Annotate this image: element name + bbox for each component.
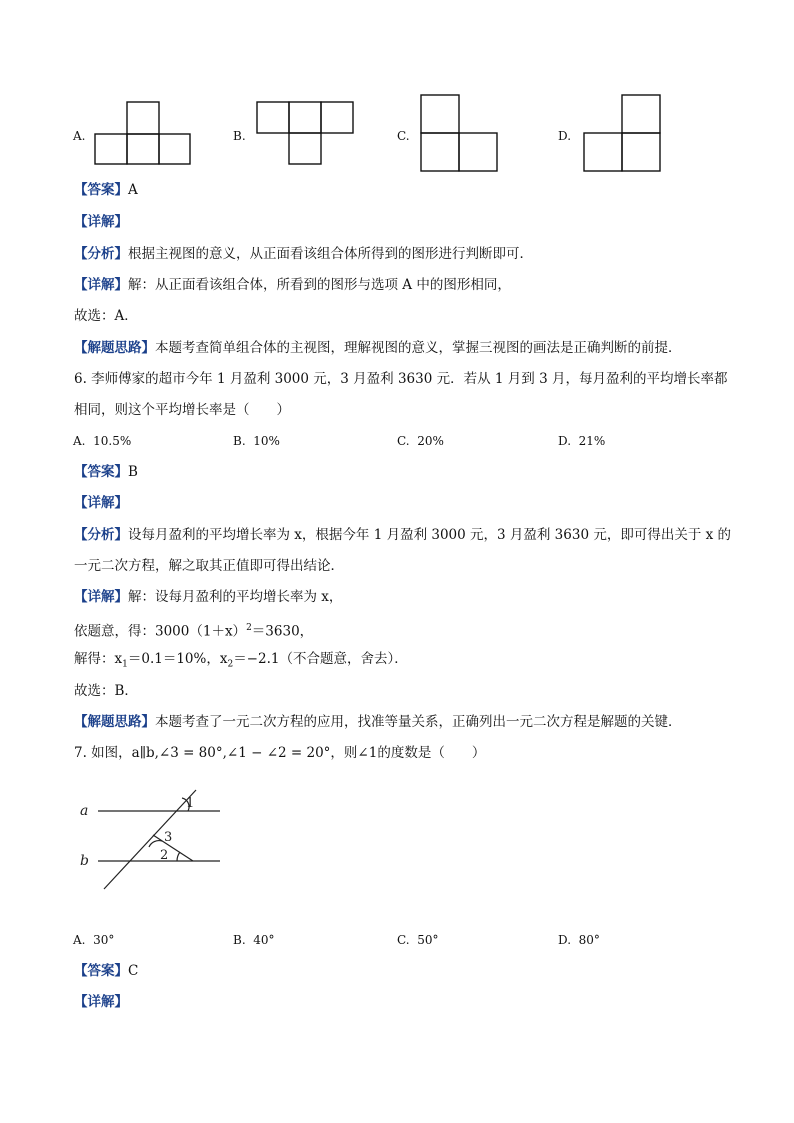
q7-option-a-text: 30° [93,933,115,947]
q7-stem: 7. 如图，a∥b,∠3 = 80°,∠1 − ∠2 = 20°，则∠1的度数是（ ） [74,745,486,761]
q5-option-d-letter: D. [558,129,572,143]
q6-option-a [73,433,131,449]
q6-option-a-letter: A. [73,434,86,448]
q5-option-d-figure [582,93,664,173]
q7-option-b-letter: B. [233,933,246,947]
q5-option-a-figure [94,100,194,166]
q6-option-a-text: 10.5% [93,434,132,448]
q6-equation [74,619,313,641]
q6-analysis-line2: 一元二次方程，解之取其正值即可得出结论． [74,558,344,574]
q7-angle2-arc [177,852,180,861]
q7-label-b: b [80,853,89,869]
q7-label-3: 3 [164,830,173,845]
q7-option-c-text: 50° [417,933,439,947]
q5-analysis-text: 根据主视图的意义，从正面看该组合体所得到的图形进行判断即可． [128,246,533,262]
q5-idea-tag: 【解题思路】 [74,340,155,356]
q7-label-1: 1 [186,796,195,811]
q6-equation-suffix: ＝3630， [251,623,314,640]
q7-answer-line [74,962,138,980]
q6-solve-sub2: 2 [227,659,234,670]
q7-option-d-text: 80° [578,933,600,947]
q5-solution [74,276,511,294]
q6-choose: 故选：B． [74,683,138,699]
q6-detail-heading: 【详解】 [74,495,128,511]
q6-idea-tag: 【解题思路】 [74,714,155,730]
q5-answer-value: A [128,182,138,198]
q7-transversal [104,790,196,889]
q6-option-c-text: 20% [417,434,444,448]
q7-figure [70,790,230,895]
q5-answer-line [74,181,138,199]
q5-idea [74,339,682,357]
q6-option-d-letter: D. [558,434,572,448]
q6-option-c [397,433,444,449]
q5-analysis [74,245,533,263]
q6-option-b-letter: B. [233,434,246,448]
q5-solution-text: 解：从正面看该组合体，所看到的图形与选项 A 中的图形相同， [128,277,511,293]
q6-option-b [233,433,280,449]
q7-detail-heading: 【详解】 [74,994,128,1010]
q6-option-c-letter: C. [397,434,410,448]
q7-segment [153,835,193,861]
q6-analysis-line1 [74,526,731,544]
q7-option-d [558,932,600,948]
q6-idea [74,713,682,731]
q7-answer-value: C [128,963,139,979]
q7-option-a-letter: A. [73,933,86,947]
q7-option-c-letter: C. [397,933,410,947]
q6-solve-suffix: ＝−2.1（不合题意，舍去）． [233,651,408,667]
q5-option-b-letter: B. [233,129,246,143]
q6-stem-line2: 相同，则这个平均增长率是（ ） [74,402,290,418]
q6-answer-line [74,463,138,481]
q7-option-d-letter: D. [558,933,572,947]
q6-solution-text: 解：设每月盈利的平均增长率为 x， [128,589,343,605]
q6-equation-prefix: 依题意，得：3000（1＋x） [74,623,247,640]
q6-answer-tag: 【答案】 [74,464,128,480]
q5-option-c-letter: C. [397,129,410,143]
q6-solve-prefix: 解得：x [74,651,123,667]
q6-solution-tag: 【详解】 [74,589,128,605]
q6-solve [74,650,408,674]
q7-option-a [73,932,114,948]
q6-equation-sup: 2 [246,623,252,633]
q6-option-d [558,433,605,449]
q5-idea-text: 本题考查简单组合体的主视图，理解视图的意义，掌握三视图的画法是正确判断的前提． [155,340,682,356]
q5-solution-tag: 【详解】 [74,277,128,293]
q7-option-b-text: 40° [253,933,275,947]
q5-option-b-figure [256,100,356,166]
q6-option-b-text: 10% [253,434,280,448]
q7-option-c [397,932,439,948]
q5-choose: 故选：A． [74,308,138,324]
q6-stem-line1: 6. 李师傅家的超市今年 1 月盈利 3000 元，3 月盈利 3630 元．若从 1 月到 3 月，每月盈利的平均增长率都 [74,371,728,387]
q6-idea-text: 本题考查了一元二次方程的应用，找准等量关系，正确列出一元二次方程是解题的关键． [155,714,682,730]
q7-option-b [233,932,275,948]
q6-analysis-text: 设每月盈利的平均增长率为 x，根据今年 1 月盈利 3000 元，3 月盈利 3630 元，即可得出关于 x 的 [128,527,732,543]
q5-analysis-tag: 【分析】 [74,246,128,262]
q5-answer-tag: 【答案】 [74,182,128,198]
q7-angle3-arc [149,841,162,847]
q7-answer-tag: 【答案】 [74,963,128,979]
q7-label-a: a [80,803,89,819]
q6-solution [74,588,342,606]
q5-option-c-figure [419,93,501,173]
q5-option-a-letter: A. [73,129,86,143]
q6-answer-value: B [128,464,138,480]
q6-solve-mid: ＝0.1＝10%，x [127,651,228,667]
q6-analysis-tag: 【分析】 [74,527,128,543]
q7-label-2: 2 [160,848,169,863]
q5-detail-heading: 【详解】 [74,214,128,230]
q6-solve-sub1: 1 [122,659,128,670]
q6-option-d-text: 21% [578,434,606,448]
